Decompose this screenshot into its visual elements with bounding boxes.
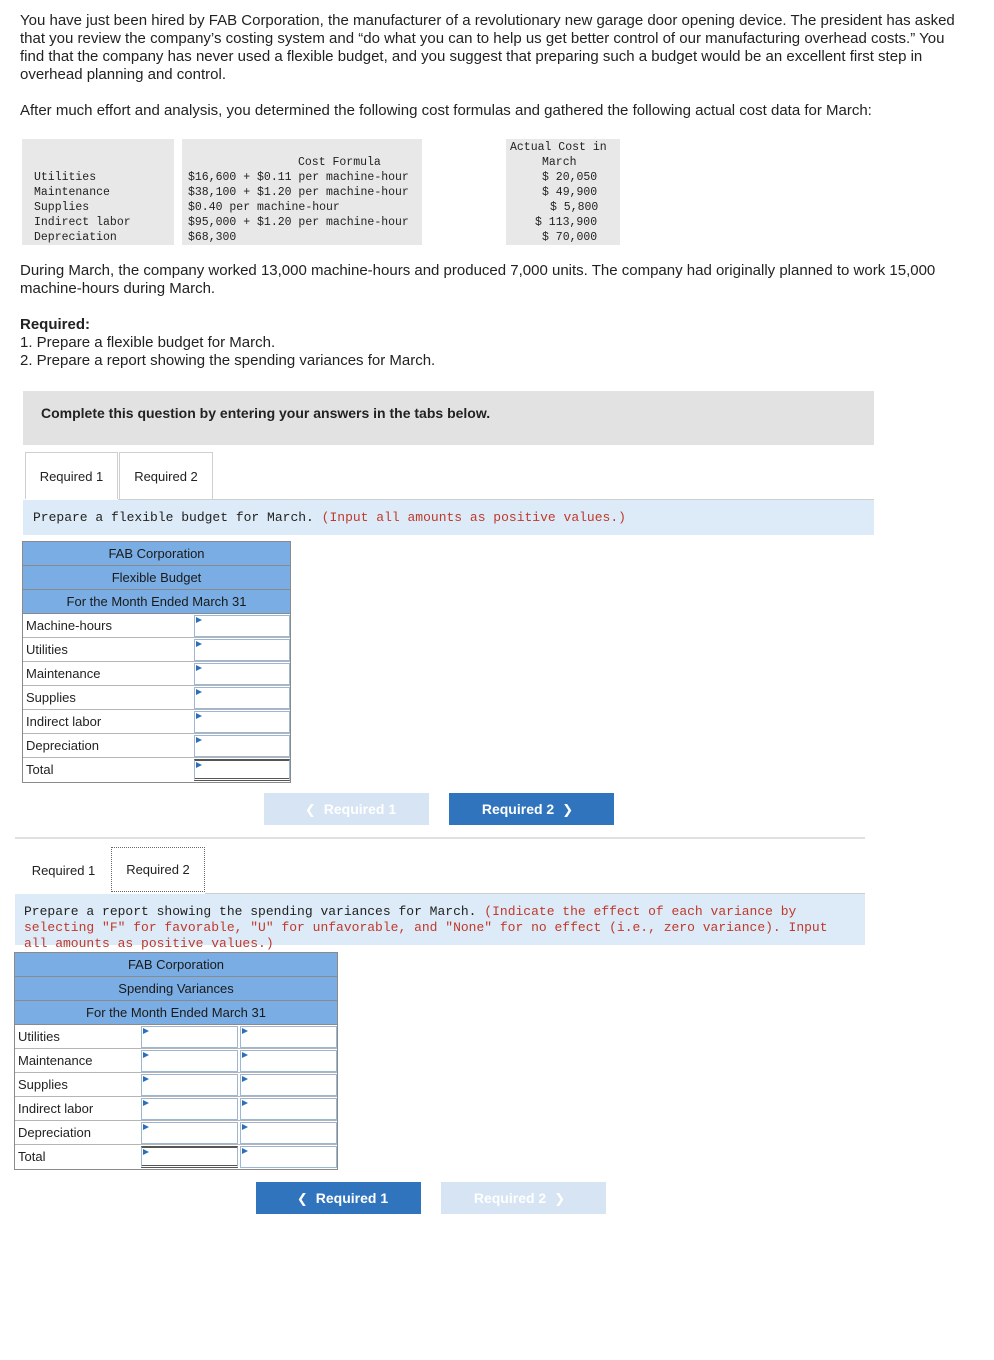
row-label: Machine-hours <box>26 618 112 633</box>
table-title-company: FAB Corporation <box>23 542 290 566</box>
table-row <box>23 758 290 782</box>
tab-required-2-bottom[interactable]: Required 2 <box>111 847 205 892</box>
tab-required-1-bottom[interactable]: Required 1 <box>17 847 110 894</box>
indirect-labor-input[interactable] <box>194 711 290 733</box>
prev-label: Required 1 <box>315 1190 389 1206</box>
table-title-company: FAB Corporation <box>15 953 337 977</box>
instruction-text: Complete this question by entering your answers in the tabs below. <box>41 405 491 421</box>
next-label: Required 2 <box>481 801 555 817</box>
indirect-labor-variance-input[interactable] <box>141 1098 238 1120</box>
table-title-report: Spending Variances <box>15 977 337 1001</box>
intro-paragraph-2: After much effort and analysis, you determined the following cost formulas and gathered the following actual cost data for March: <box>20 102 872 119</box>
facts-paragraph: During March, the company worked 13,000 machine-hours and produced 7,000 units. The company had originally planned to work 15,000 machine-hours during March. <box>20 262 936 297</box>
row-label: Maintenance <box>26 666 101 681</box>
row-label: Depreciation <box>18 1125 91 1140</box>
prompt-text: Prepare a report showing the spending variances for March. <box>24 904 477 919</box>
instruction-banner <box>23 391 874 445</box>
machine-hours-input[interactable] <box>194 615 290 637</box>
table-row <box>15 1097 337 1121</box>
cost-actual: $ 113,900 <box>535 216 598 229</box>
prompt-note: (Indicate the effect of each variance by selecting "F" for favorable, "U" for unfavorable, and "None" for no effect (i.e., zero variance). Input all amounts as positive values.) <box>24 904 828 951</box>
row-label: Depreciation <box>26 738 99 753</box>
tab-required-1[interactable]: Required 1 <box>25 452 118 499</box>
cost-item: Supplies <box>34 201 90 214</box>
next-label: Required 2 <box>473 1190 547 1206</box>
chevron-left-icon: ❮ <box>304 802 316 817</box>
cost-formula-table <box>22 139 620 245</box>
table-title-period: For the Month Ended March 31 <box>15 1001 337 1025</box>
supplies-input[interactable] <box>194 687 290 709</box>
row-label: Indirect labor <box>18 1101 94 1116</box>
prompt-flexible-budget <box>23 500 874 535</box>
prev-label: Required 1 <box>323 801 397 817</box>
total-variance-input[interactable] <box>141 1146 238 1168</box>
cost-actual: $ 5,800 <box>550 201 599 214</box>
table-row <box>15 1121 337 1145</box>
intro-paragraph-1: You have just been hired by FAB Corporation, the manufacturer of a revolutionary new garage door opening device. The president has asked that you review the company’s costing system and “do what you can to help us get better control of our manufacturing overhead costs.” You find that the company has never used a flexible budget, and you suggest that preparing such a budget would be an excellent first step in overhead planning and control. <box>20 12 955 83</box>
tab-required-2[interactable]: Required 2 <box>119 452 213 499</box>
header-march: March <box>542 156 577 169</box>
table-row <box>15 1025 337 1049</box>
table-title-period: For the Month Ended March 31 <box>23 590 290 614</box>
cost-item: Maintenance <box>34 186 110 199</box>
prev-button-required-1[interactable] <box>264 793 429 825</box>
cost-actual: $ 49,900 <box>542 186 598 199</box>
maintenance-input[interactable] <box>194 663 290 685</box>
chevron-right-icon: ❯ <box>562 802 574 817</box>
table-title-report: Flexible Budget <box>23 566 290 590</box>
utilities-variance-input[interactable] <box>141 1026 238 1048</box>
table-row <box>15 1049 337 1073</box>
cost-item: Indirect labor <box>34 216 131 229</box>
maintenance-effect-select[interactable] <box>240 1050 337 1072</box>
cost-item: Utilities <box>34 171 97 184</box>
cost-formula: $68,300 <box>188 231 237 244</box>
table-row <box>23 686 290 710</box>
flexible-budget-table <box>22 541 291 783</box>
supplies-effect-select[interactable] <box>240 1074 337 1096</box>
utilities-effect-select[interactable] <box>240 1026 337 1048</box>
row-label: Total <box>18 1149 46 1164</box>
row-label: Maintenance <box>18 1053 93 1068</box>
table-row <box>23 662 290 686</box>
spending-variances-table <box>14 952 338 1170</box>
row-label: Indirect labor <box>26 714 102 729</box>
row-label: Supplies <box>18 1077 68 1092</box>
table-row <box>23 638 290 662</box>
row-label: Utilities <box>18 1029 60 1044</box>
depreciation-effect-select[interactable] <box>240 1122 337 1144</box>
depreciation-variance-input[interactable] <box>141 1122 238 1144</box>
total-input[interactable] <box>194 759 290 781</box>
cost-formula: $95,000 + $1.20 per machine-hour <box>188 216 409 229</box>
chevron-right-icon: ❯ <box>554 1191 566 1206</box>
chevron-left-icon: ❮ <box>296 1191 308 1206</box>
prompt-spending-variances <box>15 894 865 951</box>
table-row <box>23 710 290 734</box>
maintenance-variance-input[interactable] <box>141 1050 238 1072</box>
cost-item: Depreciation <box>34 231 117 244</box>
row-label: Supplies <box>26 690 76 705</box>
next-button-required-2[interactable] <box>449 793 614 825</box>
table-row <box>23 734 290 758</box>
indirect-labor-effect-select[interactable] <box>240 1098 337 1120</box>
required-heading: Required: <box>20 316 91 333</box>
row-label: Utilities <box>26 642 68 657</box>
prev-button-required-1-bottom[interactable] <box>256 1182 421 1214</box>
supplies-variance-input[interactable] <box>141 1074 238 1096</box>
required-item-1: 1. Prepare a flexible budget for March. <box>20 334 276 351</box>
cost-formula: $0.40 per machine-hour <box>188 201 340 214</box>
section-divider <box>15 837 865 839</box>
utilities-input[interactable] <box>194 639 290 661</box>
next-button-required-2-bottom[interactable] <box>441 1182 606 1214</box>
prompt-note: (Input all amounts as positive values.) <box>321 510 626 525</box>
table-row <box>15 1145 337 1169</box>
cost-actual: $ 20,050 <box>542 171 598 184</box>
prompt-text: Prepare a flexible budget for March. <box>33 510 314 525</box>
cost-actual: $ 70,000 <box>542 231 598 244</box>
header-cost-formula: Cost Formula <box>298 156 381 169</box>
header-actual-cost: Actual Cost in <box>510 141 607 154</box>
required-item-2: 2. Prepare a report showing the spending variances for March. <box>20 352 436 369</box>
table-row <box>15 1073 337 1097</box>
total-effect-select[interactable] <box>240 1146 337 1168</box>
table-row <box>23 614 290 638</box>
cost-formula: $16,600 + $0.11 per machine-hour <box>188 171 409 184</box>
row-label: Total <box>26 762 54 777</box>
depreciation-input[interactable] <box>194 735 290 757</box>
cost-formula: $38,100 + $1.20 per machine-hour <box>188 186 409 199</box>
